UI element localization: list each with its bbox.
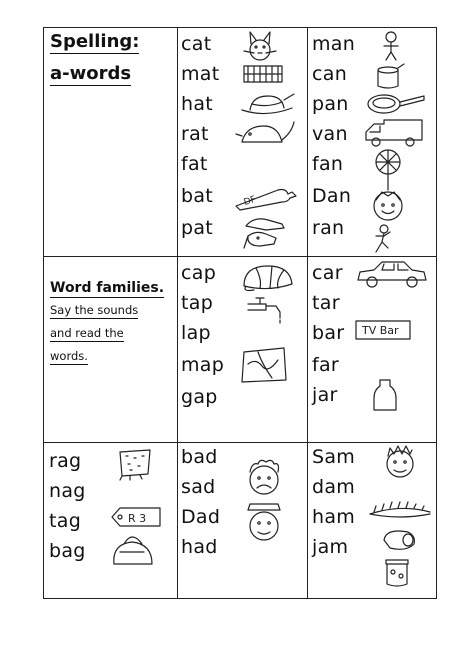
word-cat: cat: [181, 33, 212, 55]
word-gap: gap: [181, 386, 218, 408]
van-drawing-icon: [362, 116, 426, 148]
tap-drawing-icon: [246, 296, 286, 326]
word-map: map: [181, 354, 225, 376]
dam-drawing-icon: [368, 498, 432, 522]
word-lap: lap: [181, 322, 211, 344]
bat-label: DF: [242, 194, 258, 208]
row-divider: [44, 442, 436, 443]
ham-drawing-icon: [378, 526, 418, 554]
page-subtitle: a-words: [50, 63, 132, 84]
word-tap: tap: [181, 292, 214, 314]
sad-face-icon: [244, 458, 284, 498]
running-man-icon: [370, 224, 398, 256]
word-bag: bag: [49, 540, 86, 562]
word-families-cell: [44, 256, 177, 442]
word-sad: sad: [181, 476, 216, 498]
word-car: car: [312, 262, 343, 284]
word-fat: fat: [181, 153, 208, 175]
word-bad: bad: [181, 446, 218, 468]
dad-face-icon: [242, 498, 286, 546]
word-man: man: [312, 33, 356, 55]
tag-drawing-icon: [110, 504, 166, 530]
jam-jar-icon: [382, 556, 412, 588]
instruction-line: and read the: [50, 326, 124, 340]
pan-drawing-icon: [366, 90, 426, 116]
word-dan: Dan: [312, 185, 352, 207]
man-drawing-icon: [380, 30, 402, 62]
word-can: can: [312, 63, 348, 85]
word-bar: bar: [312, 322, 345, 344]
jar-drawing-icon: [372, 378, 398, 414]
rat-drawing-icon: [236, 120, 298, 148]
instruction-line: words.: [50, 349, 88, 363]
hat-drawing-icon: [238, 90, 296, 116]
column-divider: [177, 28, 178, 598]
word-pat: pat: [181, 217, 214, 239]
word-ham: ham: [312, 506, 356, 528]
word-pan: pan: [312, 93, 349, 115]
word-nag: nag: [49, 480, 86, 502]
word-dam: dam: [312, 476, 356, 498]
word-cap: cap: [181, 262, 217, 284]
worksheet: [43, 27, 437, 599]
bat-drawing-icon: [234, 186, 298, 210]
word-tag: tag: [49, 510, 82, 532]
fan-drawing-icon: [372, 146, 404, 192]
word-had: had: [181, 536, 218, 558]
word-mat: mat: [181, 63, 220, 85]
cat-drawing-icon: [242, 28, 278, 62]
bag-drawing-icon: [110, 530, 156, 570]
word-jam: jam: [312, 536, 349, 558]
title-cell: [44, 28, 177, 256]
word-van: van: [312, 123, 348, 145]
word-tar: tar: [312, 292, 340, 314]
page-title: Spelling:: [50, 31, 140, 52]
cap-drawing-icon: [240, 260, 296, 294]
word-far: far: [312, 354, 340, 376]
instruction-line: Say the sounds: [50, 303, 139, 317]
word-bat: bat: [181, 185, 214, 207]
face-drawing-icon: [370, 188, 406, 224]
bar-sign-label: TV Bar: [362, 324, 399, 337]
word-rag: rag: [49, 450, 82, 472]
bar-sign-drawing-icon: [354, 318, 412, 342]
word-ran: ran: [312, 217, 345, 239]
dog-pat-drawing-icon: [236, 212, 294, 252]
rag-drawing-icon: [116, 446, 156, 480]
word-hat: hat: [181, 93, 214, 115]
column-divider: [307, 28, 308, 598]
mat-drawing-icon: [240, 62, 286, 86]
map-drawing-icon: [238, 344, 290, 386]
word-rat: rat: [181, 123, 209, 145]
boy-face-icon: [382, 442, 418, 482]
word-families-title: Word families.: [50, 280, 165, 296]
tag-label: R 3: [128, 512, 147, 525]
word-dad: Dad: [181, 506, 221, 528]
word-sam: Sam: [312, 446, 356, 468]
car-drawing-icon: [354, 256, 430, 296]
can-drawing-icon: [372, 62, 406, 90]
word-jar: jar: [312, 384, 338, 406]
word-fan: fan: [312, 153, 344, 175]
